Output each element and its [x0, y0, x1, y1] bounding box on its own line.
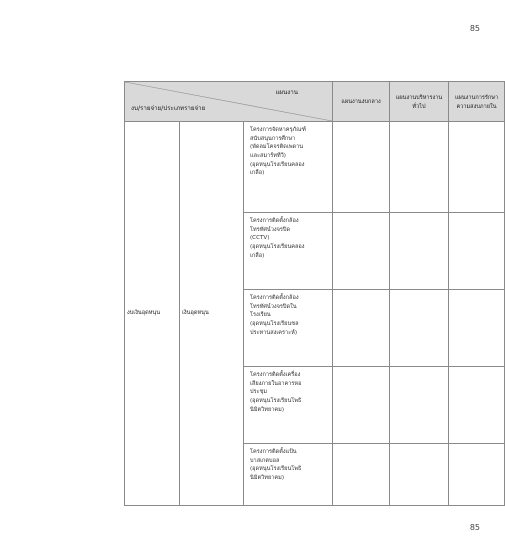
project-line: (อุดหนุนโรงเรียนโพธิ — [250, 397, 302, 404]
project-line: เสียงภายในอาคารหอ — [250, 380, 302, 387]
amount-cell — [333, 444, 390, 506]
project-line: โรงเรียน — [250, 312, 271, 319]
table-header-row — [125, 82, 505, 122]
project-line: บาสเกตบอล — [250, 457, 280, 464]
column-header: แผนงานบริหารงานทั่วไป — [390, 82, 449, 122]
amount-cell — [333, 122, 390, 213]
amount-cell — [449, 122, 505, 213]
page-number-top: 85 — [469, 24, 480, 33]
amount-cell — [333, 213, 390, 290]
project-line: เกลือ) — [250, 252, 265, 259]
amount-cell — [390, 122, 449, 213]
expense-type-cell: เงินอุดหนุน — [180, 122, 244, 506]
project-line: (CCTV) — [250, 235, 270, 242]
project-line: (อุดหนุนโรงเรียนโพธิ — [250, 466, 302, 473]
budget-group-cell: งบเงินอุดหนุน — [125, 122, 180, 506]
project-cell — [244, 444, 333, 506]
project-cell — [244, 290, 333, 367]
project-line: เกลือ) — [250, 170, 265, 177]
project-cell — [244, 213, 333, 290]
plan-header-label: แผนงาน — [275, 89, 299, 96]
project-line: โครงการติดตั้งกล้อง — [250, 218, 299, 224]
project-line: โทรทัศน์วงจรปิดใน — [250, 303, 297, 310]
project-line: นิมิตวิทยาคม) — [250, 406, 285, 413]
project-line: โครงการติดตั้งเครื่อง — [250, 372, 301, 378]
diagonal-header-cell — [125, 82, 333, 122]
project-line: ประทานสงเคราะห์) — [250, 329, 298, 336]
amount-cell — [449, 213, 505, 290]
project-line: นิมิตวิทยาคม) — [250, 474, 285, 481]
page-number-bottom: 85 — [469, 523, 480, 532]
table-row — [125, 122, 505, 213]
project-line: ประชุม — [250, 389, 268, 396]
project-line: และสมาร์ททีวี) — [250, 152, 286, 159]
project-line: (อุดหนุนโรงเรียนคลอง — [250, 243, 305, 250]
amount-cell — [449, 444, 505, 506]
project-line: โครงการติดตั้งแป้น — [250, 449, 297, 455]
diagonal-line — [125, 82, 332, 121]
project-cell — [244, 122, 333, 213]
column-header: แผนงานงบกลาง — [333, 82, 390, 122]
amount-cell — [390, 213, 449, 290]
budget-table — [124, 81, 505, 506]
project-line: (พัดลมโคจรติดเพดาน — [250, 144, 304, 151]
amount-cell — [449, 290, 505, 367]
amount-cell — [333, 367, 390, 444]
column-header: แผนงานการรักษาความสงบภายใน — [449, 82, 505, 122]
project-line: (อุดหนุนโรงเรียนคลอง — [250, 161, 305, 168]
project-line: สนับสนุนการศึกษา — [250, 135, 296, 142]
project-cell — [244, 367, 333, 444]
project-line: (อุดหนุนโรงเรียนชล — [250, 320, 299, 327]
project-line: โทรทัศน์วงจรปิด — [250, 226, 291, 233]
amount-cell — [390, 290, 449, 367]
project-line: โครงการติดตั้งกล้อง — [250, 295, 299, 301]
project-line: โครงการจัดหาครุภัณฑ์ — [250, 127, 307, 133]
amount-cell — [390, 367, 449, 444]
item-header-label: งบ/รายจ่าย/ประเภทรายจ่าย — [131, 105, 206, 113]
amount-cell — [449, 367, 505, 444]
amount-cell — [390, 444, 449, 506]
amount-cell — [333, 290, 390, 367]
